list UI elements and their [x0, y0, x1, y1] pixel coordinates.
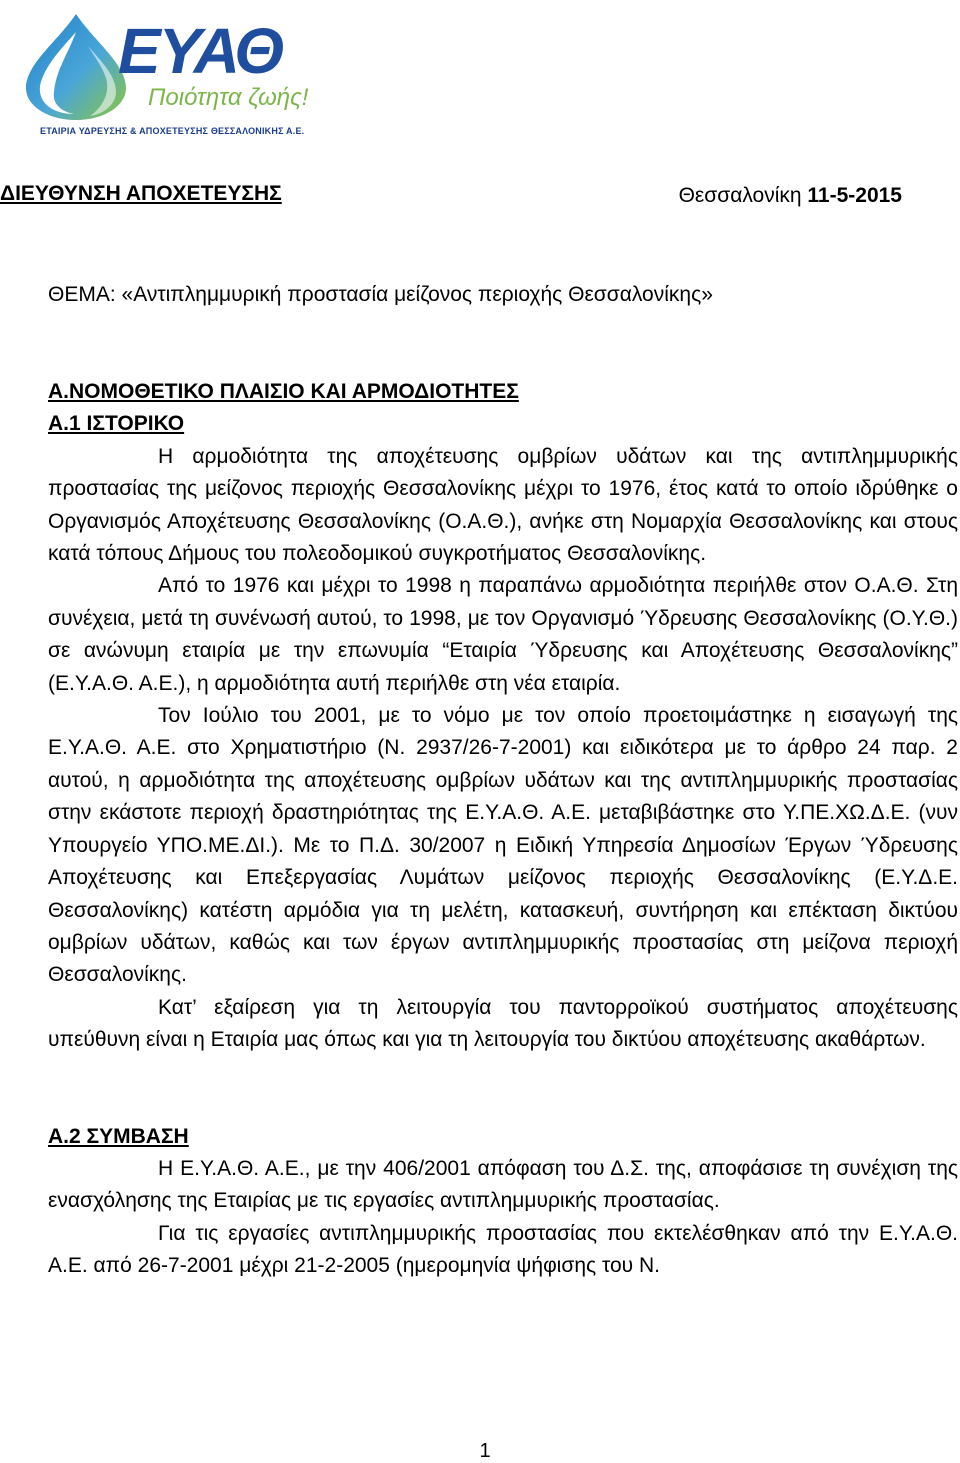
place: Θεσσαλονίκη — [678, 184, 808, 207]
paragraph: Κατ’ εξαίρεση για τη λειτουργία του παντορροϊκού συστήματος αποχέτευσης υπεύθυνη είναι η Εταιρία μας όπως και για τη λειτουργία του δικτύου αποχέτευσης ακαθάρτων. — [48, 995, 958, 1052]
place-date — [679, 184, 902, 208]
paragraph: Τον Ιούλιο του 2001, με το νόμο με τον οποίο προετοιμάστηκε η εισαγωγή της Ε.Υ.Α.Θ. Α.Ε. στο Χρηματιστήριο (Ν. 2937/26-7-2001) και ειδικότερα με το άρθρο 24 παρ. 2 αυτού, η αρμοδιότητα της αποχέτευσης ομβρίων υδάτων και της αντιπλημμυρικής προστασίας στην εκάστοτε περιοχή δραστηριότητας της Ε.Υ.Α.Θ. Α.Ε. μεταβιβάστηκε στο Υ.ΠΕ.ΧΩ.Δ.Ε. (νυν Υπουργείο ΥΠΟ.ΜΕ.ΔΙ.). Με το Π.Δ. 30/2007 η Ειδική Υπηρεσία Δημοσίων Έργων Ύδρευσης Αποχέτευσης και Επεξεργασίας Λυμάτων μείζονος περιοχής Θεσσαλονίκης (Ε.Υ.Δ.Ε. Θεσσαλονίκης) κατέστη αρμόδια για τη μελέτη, κατασκευή, συντήρηση και επέκταση δικτύου ομβρίων υδάτων, καθώς και των έργων αντιπλημμυρικής προστασίας στη μείζονα περιοχή Θεσσαλονίκης. — [48, 704, 958, 987]
paragraph: Από το 1976 και μέχρι το 1998 η παραπάνω αρμοδιότητα περιήλθε στον Ο.Α.Θ. Στη συνέχεια, μετά τη συνένωσή αυτού, το 1998, με τον Οργανισμό Ύδρευσης Θεσσαλονίκης (Ο.Υ.Θ.) σε ανώνυμη εταιρία με την επωνυμία “Εταιρία Ύδρευσης και Αποχέτευσης Θεσσαλονίκης” (Ε.Υ.Α.Θ. Α.Ε.), η αρμοδιότητα αυτή περιήλθε στη νέα εταιρία. — [48, 574, 958, 695]
section-a1-title: Α.1 ΙΣΤΟΡΙΚΟ — [48, 412, 185, 436]
subject-line — [48, 283, 713, 307]
date: 11-5-2015 — [807, 184, 902, 207]
section-a2-title: Α.2 ΣΥΜΒΑΣΗ — [48, 1124, 189, 1148]
logo-wordmark: ΕΥΑΘ — [118, 15, 283, 87]
paragraph: Για τις εργασίες αντιπλημμυρικής προστασίας που εκτελέσθηκαν από την Ε.Υ.Α.Θ. Α.Ε. από 26-7-2001 μέχρι 21-2-2005 (ημερομηνία ψήφισης του Ν. — [48, 1221, 958, 1278]
page-number: 1 — [479, 1440, 491, 1462]
paragraph: Η Ε.Υ.Α.Θ. Α.Ε., με την 406/2001 απόφαση του Δ.Σ. της, αποφάσισε τη συνέχιση της ενασχόλησης της Εταιρίας με τις εργασίες αντιπλημμυρικής προστασίας. — [48, 1156, 958, 1213]
spacer — [48, 1057, 958, 1121]
company-name: ΕΤΑΙΡΙΑ ΥΔΡΕΥΣΗΣ & ΑΠΟΧΕΤΕΥΣΗΣ ΘΕΣΣΑΛΟΝΙΚΗΣ Α.Ε. — [40, 126, 305, 136]
logo-slogan: Ποιότητα ζωής! — [148, 84, 309, 111]
paragraph: Η αρμοδιότητα της αποχέτευσης ομβρίων υδάτων και της αντιπλημμυρικής προστασίας της μείζονος περιοχής Θεσσαλονίκης μέχρι το 1976, έτος κατά το οποίο ιδρύθηκε ο Οργανισμός Αποχέτευσης Θεσσαλονίκης (Ο.Α.Θ.), ανήκε στη Νομαρχία Θεσσαλονίκης και στους κατά τόπους Δήμους του πολεοδομικού συγκροτήματος Θεσσαλονίκης. — [48, 444, 958, 566]
section-a-title: Α.ΝΟΜΟΘΕΤΙΚΟ ΠΛΑΙΣΙΟ ΚΑΙ ΑΡΜΟΔΙΟΤΗΤΕΣ — [48, 380, 519, 403]
company-logo — [18, 6, 318, 121]
document-body — [48, 376, 958, 1283]
department-title: ΔΙΕΥΘΥΝΣΗ ΑΠΟΧΕΤΕΥΣΗΣ — [0, 182, 282, 205]
subject-label: ΘΕΜΑ: — [48, 283, 116, 306]
subject-text: «Αντιπλημμυρική προστασία μείζονος περιοχής Θεσσαλονίκης» — [115, 283, 713, 306]
